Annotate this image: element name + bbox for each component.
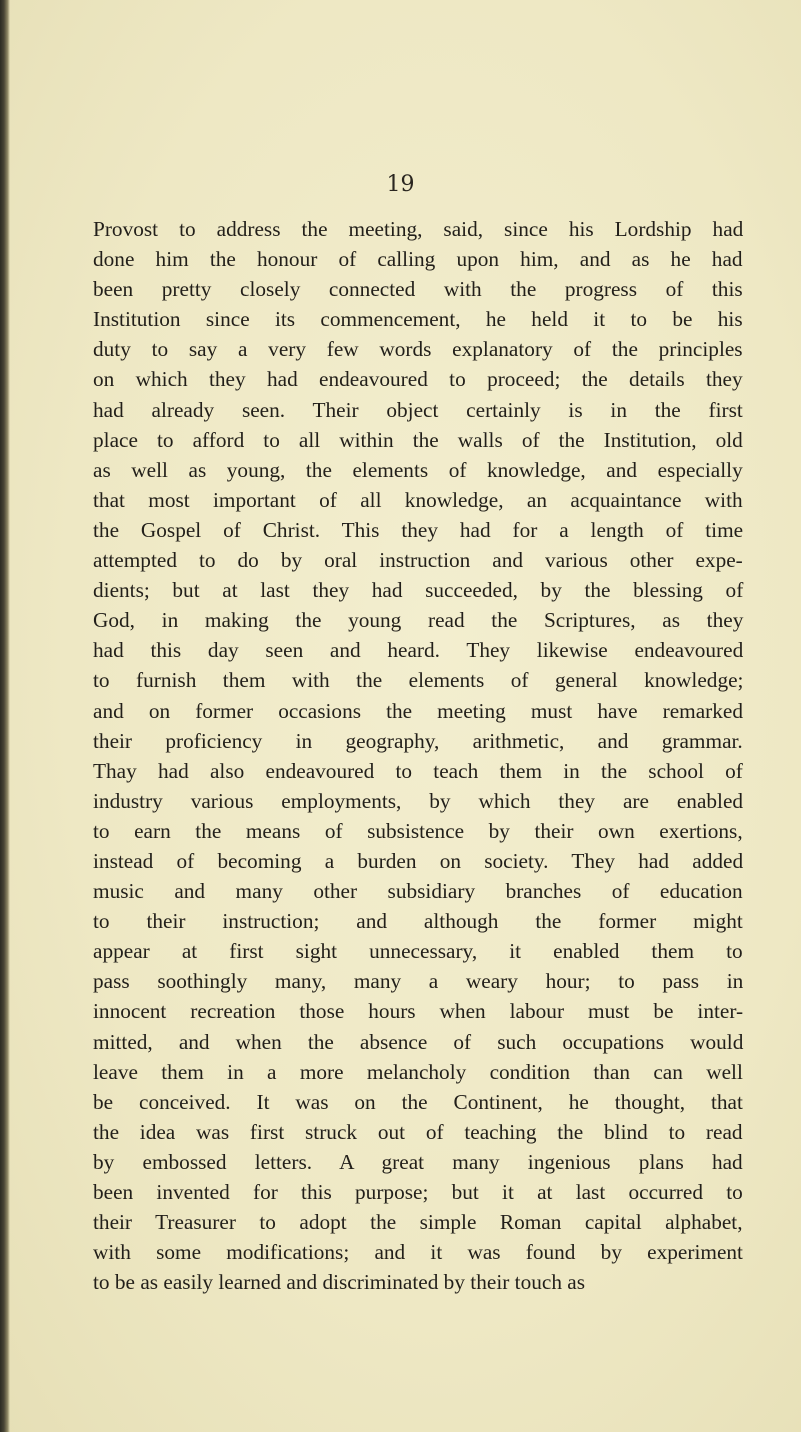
text-line: to furnish them with the elements of general knowledge; xyxy=(93,668,744,693)
text-line: to earn the means of subsistence by their own exertions, xyxy=(93,818,743,843)
text-line: been invented for this purpose; but it at last occurred to xyxy=(93,1180,743,1204)
text-line: leave them in a more melancholy condition than can well xyxy=(93,1059,743,1084)
text-line: their proficiency in geography, arithmetic, and grammar. xyxy=(93,728,743,753)
text-line: place to afford to all within the walls of the Institution, old xyxy=(93,427,743,452)
text-line: God, in making the young read the Scriptures, as they xyxy=(93,608,744,633)
text-line: done him the honour of calling upon him, and as he had xyxy=(93,247,743,272)
text-line: be conceived. It was on the Continent, he thought, that xyxy=(93,1089,743,1114)
text-line: music and many other subsidiary branches of education xyxy=(93,879,743,904)
body-paragraph xyxy=(93,214,743,1297)
text-line: attempted to do by oral instruction and various other expe- xyxy=(93,548,743,573)
text-line: been pretty closely connected with the progress of this xyxy=(93,277,743,302)
text-line: the Gospel of Christ. This they had for a length of time xyxy=(93,517,744,542)
text-line: their Treasurer to adopt the simple Roman capital alphabet, xyxy=(93,1210,743,1235)
text-line: industry various employments, by which they are enabled xyxy=(93,788,744,813)
text-line: duty to say a very few words explanatory of the principles xyxy=(93,337,743,362)
text-line: had this day seen and heard. They likewise endeavoured xyxy=(93,638,744,663)
binding-edge xyxy=(0,0,10,1432)
text-line: as well as young, the elements of knowledge, and especially xyxy=(93,457,743,482)
text-line: on which they had endeavoured to proceed; the details they xyxy=(93,367,743,392)
text-line: instead of becoming a burden on society. They had added xyxy=(93,848,744,873)
text-line: by embossed letters. A great many ingenious plans had xyxy=(93,1149,743,1174)
text-line: dients; but at last they had succeeded, by the blessing of xyxy=(93,578,744,603)
text-line: to be as easily learned and discriminated by their touch as xyxy=(93,1270,586,1295)
text-line: mitted, and when the absence of such occupations would xyxy=(93,1029,744,1054)
text-line: Institution since its commencement, he held it to be his xyxy=(93,307,743,332)
text-line: had already seen. Their object certainly is in the first xyxy=(93,397,743,422)
text-line: the idea was first struck out of teaching the blind to read xyxy=(93,1119,743,1144)
text-line: appear at first sight unnecessary, it enabled them to xyxy=(93,939,743,964)
text-line: pass soothingly many, many a weary hour; to pass in xyxy=(93,969,744,994)
text-line: innocent recreation those hours when labour must be inter- xyxy=(93,999,744,1024)
text-line: and on former occasions the meeting must have remarked xyxy=(93,698,744,723)
text-line: Thay had also endeavoured to teach them in the school of xyxy=(93,758,743,783)
text-line: Provost to address the meeting, said, since his Lordship had xyxy=(93,217,744,241)
text-line: to their instruction; and although the former might xyxy=(93,909,743,934)
page-number: 19 xyxy=(386,172,415,197)
text-line: with some modifications; and it was found by experiment xyxy=(93,1240,743,1265)
text-line: that most important of all knowledge, an acquaintance with xyxy=(93,487,743,512)
